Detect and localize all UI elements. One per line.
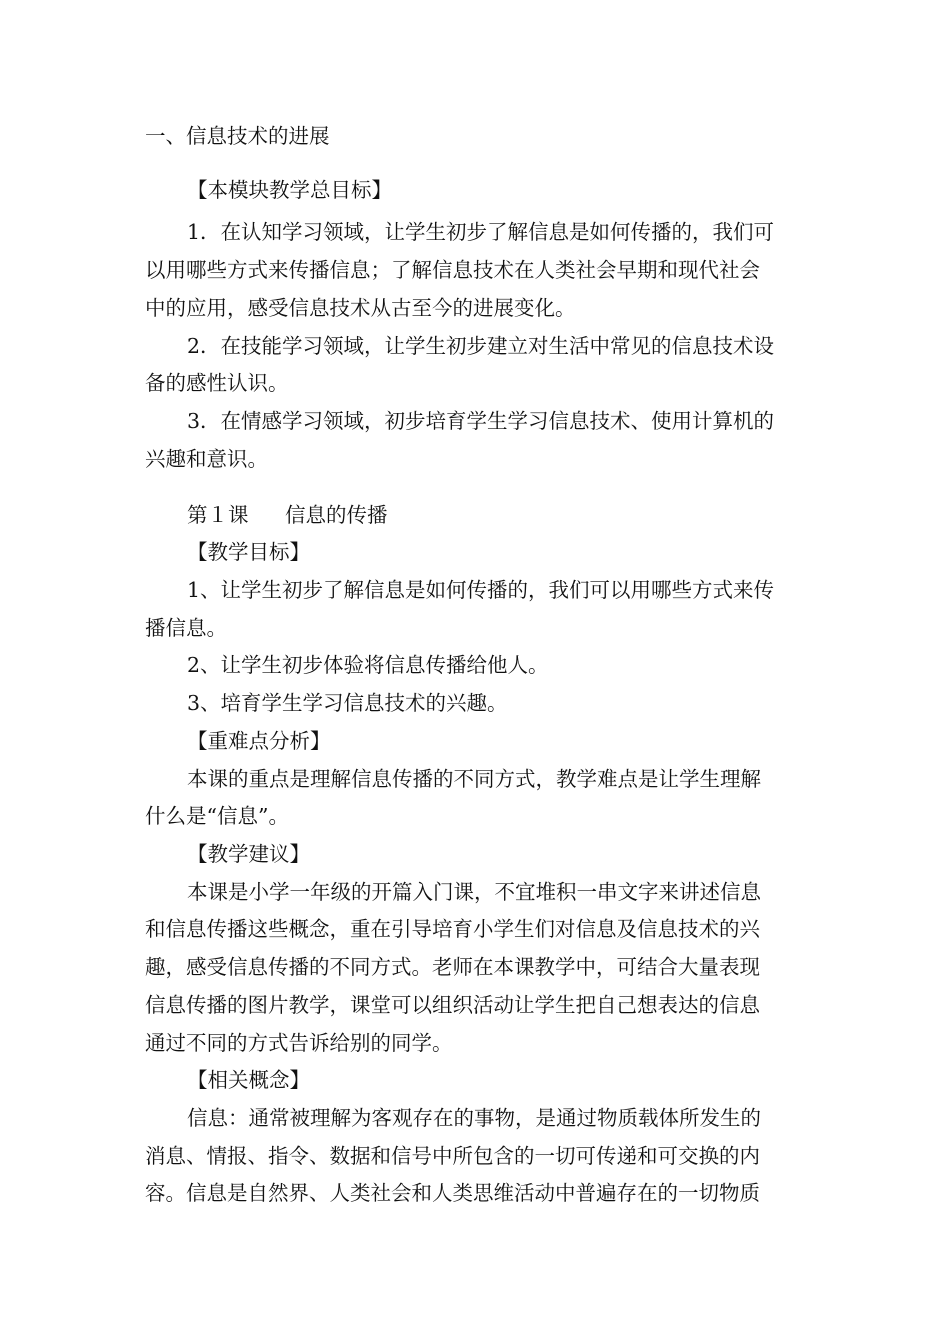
concepts-title: 【相关概念】 <box>187 1068 310 1092</box>
module-goal-2-line-1: 2．在技能学习领域，让学生初步建立对生活中常见的信息技术设 <box>187 334 775 358</box>
key-points-line-2: 什么是“信息”。 <box>145 804 289 828</box>
module-goal-1-line-3: 中的应用，感受信息技术从古至今的进展变化。 <box>145 296 576 320</box>
suggestions-line-2: 和信息传播这些概念，重在引导培育小学生们对信息及信息技术的兴 <box>145 917 760 941</box>
suggestions-line-1: 本课是小学一年级的开篇入门课，不宜堆积一串文字来讲述信息 <box>187 880 761 904</box>
module-goals-title: 【本模块教学总目标】 <box>187 178 392 202</box>
teaching-goal-1-line-2: 播信息。 <box>145 616 227 640</box>
concepts-line-2: 消息、情报、指令、数据和信号中所包含的一切可传递和可交换的内 <box>145 1144 760 1168</box>
key-points-line-1: 本课的重点是理解信息传播的不同方式，教学难点是让学生理解 <box>187 767 761 791</box>
suggestions-line-4: 信息传播的图片教学，课堂可以组织活动让学生把自己想表达的信息 <box>145 993 760 1017</box>
module-goal-1-line-2: 以用哪些方式来传播信息；了解信息技术在人类社会早期和现代社会 <box>145 258 760 282</box>
suggestions-line-5: 通过不同的方式告诉给别的同学。 <box>145 1031 453 1055</box>
concepts-line-3: 容。信息是自然界、人类社会和人类思维活动中普遍存在的一切物质 <box>145 1181 760 1205</box>
teaching-goals-title: 【教学目标】 <box>187 540 310 564</box>
module-goal-3-line-1: 3．在情感学习领域，初步培育学生学习信息技术、使用计算机的 <box>187 409 775 433</box>
lesson-title: 信息的传播 <box>285 503 388 527</box>
key-points-title: 【重难点分析】 <box>187 729 331 753</box>
section-heading: 一、信息技术的进展 <box>145 124 330 148</box>
module-goal-1-line-1: 1．在认知学习领域，让学生初步了解信息是如何传播的，我们可 <box>187 220 775 244</box>
module-goal-2-line-2: 备的感性认识。 <box>145 371 289 395</box>
module-goal-3-line-2: 兴趣和意识。 <box>145 447 268 471</box>
teaching-goal-1-line-1: 1、让学生初步了解信息是如何传播的，我们可以用哪些方式来传 <box>187 578 775 602</box>
suggestions-title: 【教学建议】 <box>187 842 310 866</box>
concepts-line-1: 信息：通常被理解为客观存在的事物，是通过物质载体所发生的 <box>187 1106 761 1130</box>
suggestions-line-3: 趣，感受信息传播的不同方式。老师在本课教学中，可结合大量表现 <box>145 955 760 979</box>
lesson-number: 第１课 <box>187 503 249 527</box>
teaching-goal-2: 2、让学生初步体验将信息传播给他人。 <box>187 653 549 677</box>
lesson-heading <box>187 501 388 529</box>
teaching-goal-3: 3、培育学生学习信息技术的兴趣。 <box>187 691 508 715</box>
